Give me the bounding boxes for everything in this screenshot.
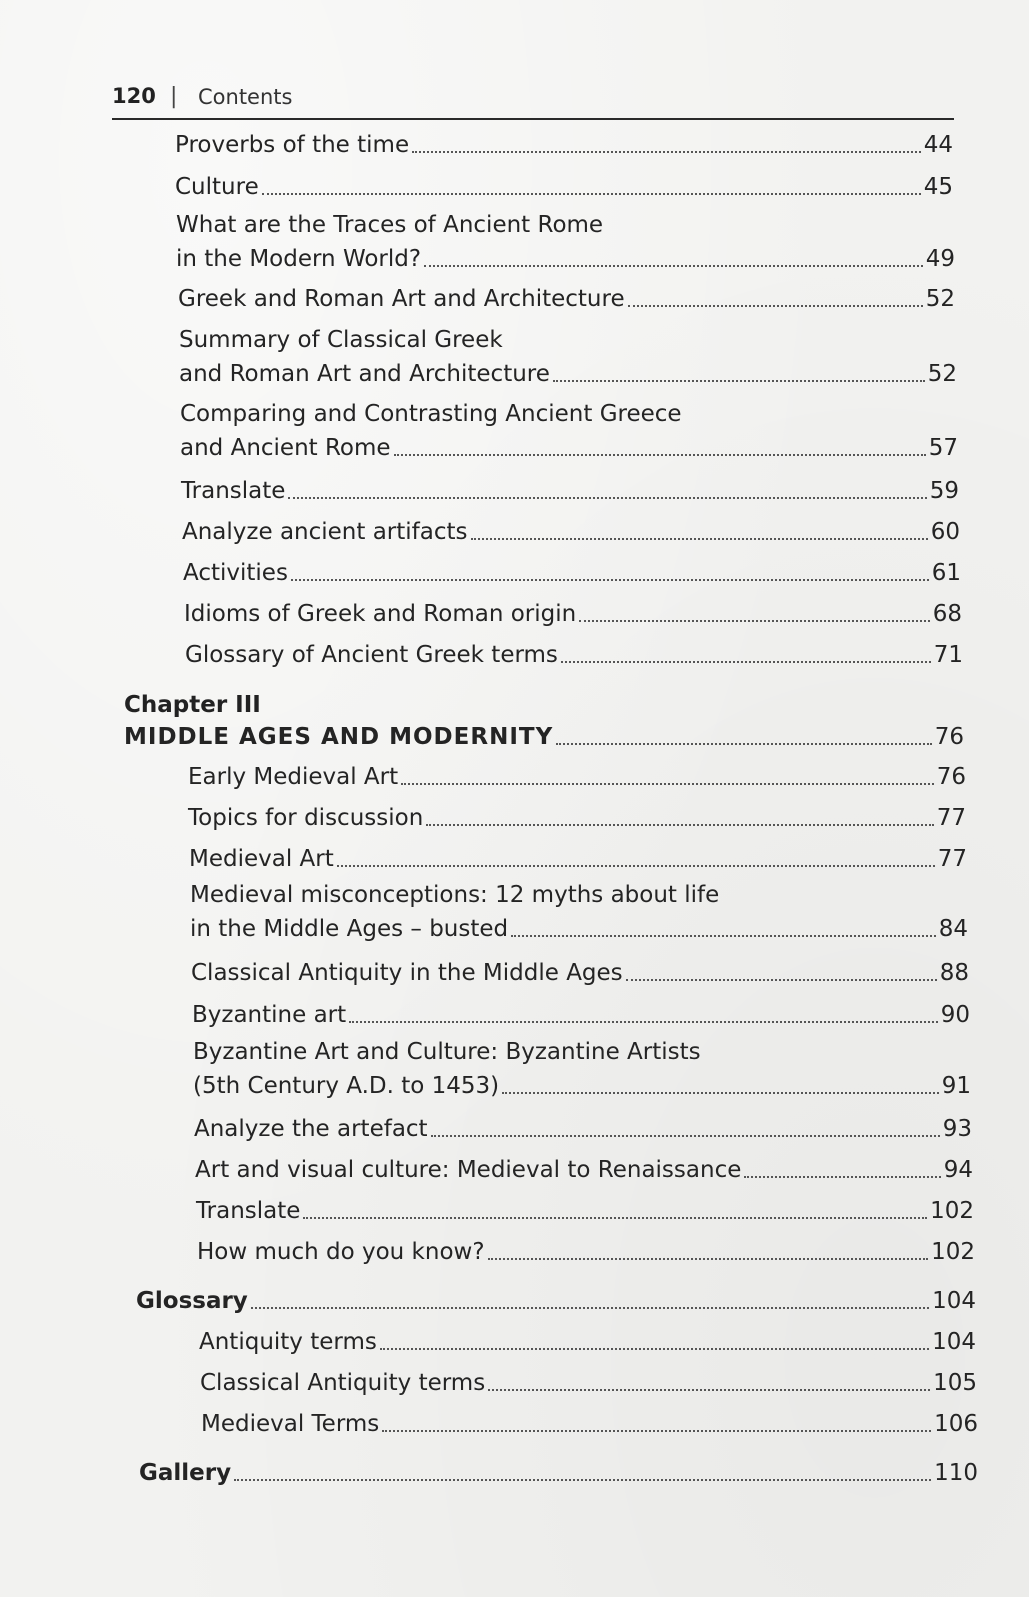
glossary-page: 104 bbox=[932, 1288, 976, 1314]
toc-entry bbox=[190, 914, 968, 944]
dot-leader bbox=[488, 1258, 929, 1260]
toc-entry[interactable] bbox=[194, 1114, 972, 1144]
gallery-heading[interactable] bbox=[139, 1458, 978, 1488]
toc-entry bbox=[193, 1071, 971, 1101]
toc-entry-title: Medieval Terms bbox=[201, 1411, 380, 1437]
chapter-page: 76 bbox=[934, 724, 964, 750]
chapter-heading[interactable] bbox=[124, 690, 964, 752]
toc-entry[interactable] bbox=[191, 958, 969, 988]
chapter-title: MIDDLE AGES AND MODERNITY bbox=[124, 724, 554, 750]
toc-entry-page: 45 bbox=[923, 174, 953, 200]
toc-entry-page: 77 bbox=[936, 805, 966, 831]
toc-entry-page: 52 bbox=[925, 286, 955, 312]
toc-entry-title-line1: Byzantine Art and Culture: Byzantine Artists bbox=[193, 1039, 701, 1065]
dot-leader bbox=[234, 1479, 931, 1481]
dot-leader bbox=[511, 935, 936, 937]
toc-entry-page: 44 bbox=[923, 132, 953, 158]
toc-entry[interactable] bbox=[175, 172, 953, 202]
toc-entry-title: Analyze ancient artifacts bbox=[182, 519, 468, 545]
toc-entry-page: 57 bbox=[928, 435, 958, 461]
toc-entry-title-line1: Comparing and Contrasting Ancient Greece bbox=[180, 401, 682, 427]
dot-leader bbox=[262, 193, 921, 195]
toc-entry-title: Activities bbox=[183, 560, 288, 586]
toc-entry-title: Glossary of Ancient Greek terms bbox=[185, 642, 558, 668]
toc-entry-title: and Ancient Rome bbox=[180, 435, 391, 461]
dot-leader bbox=[394, 454, 926, 456]
toc-entry-page: 49 bbox=[925, 246, 955, 272]
toc-entry-page: 94 bbox=[943, 1157, 973, 1183]
toc-entry bbox=[179, 359, 957, 389]
dot-leader bbox=[561, 661, 931, 663]
toc-entry bbox=[176, 244, 955, 274]
toc-entry-page: 61 bbox=[931, 560, 961, 586]
toc-entry bbox=[180, 433, 958, 463]
dot-leader bbox=[488, 1389, 930, 1391]
dot-leader bbox=[337, 865, 935, 867]
chapter-title-entry bbox=[124, 722, 964, 752]
toc-entry-page: 104 bbox=[932, 1329, 976, 1355]
toc-entry-page: 90 bbox=[940, 1002, 970, 1028]
dot-leader bbox=[349, 1021, 938, 1023]
toc-entry-title: Translate bbox=[196, 1198, 301, 1224]
dot-leader bbox=[431, 1135, 940, 1137]
toc-entry-title-line1: What are the Traces of Ancient Rome bbox=[176, 212, 604, 238]
glossary-heading[interactable] bbox=[136, 1286, 976, 1316]
dot-leader bbox=[288, 497, 926, 499]
dot-leader bbox=[579, 620, 930, 622]
toc-entry-title: Analyze the artefact bbox=[194, 1116, 428, 1142]
toc-entry-title: Medieval Art bbox=[189, 846, 334, 872]
toc-entry-title: Proverbs of the time bbox=[175, 132, 410, 158]
dot-leader bbox=[401, 783, 934, 785]
glossary-title: Glossary bbox=[136, 1288, 248, 1314]
toc-entry-title: Byzantine art bbox=[192, 1002, 347, 1028]
toc-entry-title: in the Middle Ages – busted bbox=[190, 916, 509, 942]
toc-entry-title-line1: Medieval misconceptions: 12 myths about life bbox=[190, 882, 720, 908]
toc-entry-title: Greek and Roman Art and Architecture bbox=[178, 286, 625, 312]
toc-entry[interactable] bbox=[185, 640, 963, 670]
toc-entry-multiline[interactable] bbox=[193, 1037, 971, 1101]
dot-leader bbox=[502, 1092, 939, 1094]
toc-entry-page: 59 bbox=[929, 478, 959, 504]
dot-leader bbox=[628, 305, 923, 307]
toc-entry-page: 102 bbox=[930, 1198, 974, 1224]
toc-entry-page: 77 bbox=[937, 846, 967, 872]
toc-entry-page: 93 bbox=[942, 1116, 972, 1142]
toc-entry[interactable] bbox=[175, 130, 953, 160]
toc-entry-page: 105 bbox=[933, 1370, 977, 1396]
page-number: 120 bbox=[112, 84, 156, 108]
toc-entry[interactable] bbox=[188, 803, 966, 833]
dot-leader bbox=[471, 538, 928, 540]
toc-entry-multiline[interactable] bbox=[179, 325, 957, 389]
toc-entry-page: 76 bbox=[936, 764, 966, 790]
dot-leader bbox=[291, 579, 929, 581]
toc-entry-title: Art and visual culture: Medieval to Renaissance bbox=[195, 1157, 742, 1183]
toc-entry[interactable] bbox=[184, 599, 962, 629]
toc-entry-multiline[interactable] bbox=[176, 210, 955, 274]
toc-entry-multiline[interactable] bbox=[190, 880, 968, 944]
gallery-page: 110 bbox=[934, 1460, 978, 1486]
dot-leader bbox=[303, 1217, 927, 1219]
toc-entry-title: in the Modern World? bbox=[176, 246, 422, 272]
toc-entry-title: (5th Century A.D. to 1453) bbox=[193, 1073, 500, 1099]
toc-entry[interactable] bbox=[199, 1327, 976, 1357]
dot-leader bbox=[382, 1430, 931, 1432]
chapter-label: Chapter III bbox=[124, 692, 261, 718]
toc-entry-page: 60 bbox=[930, 519, 960, 545]
toc-entry[interactable] bbox=[182, 517, 960, 547]
dot-leader bbox=[251, 1307, 929, 1309]
toc-entry-title: Early Medieval Art bbox=[188, 764, 399, 790]
toc-entry-page: 52 bbox=[927, 361, 957, 387]
toc-entry[interactable] bbox=[188, 762, 966, 792]
dot-leader bbox=[556, 743, 932, 745]
gallery-title: Gallery bbox=[139, 1460, 232, 1486]
toc-entry[interactable] bbox=[183, 558, 961, 588]
dot-leader bbox=[744, 1176, 940, 1178]
dot-leader bbox=[424, 265, 923, 267]
dot-leader bbox=[553, 380, 925, 382]
toc-entry-page: 68 bbox=[932, 601, 962, 627]
toc-entry-page: 84 bbox=[938, 916, 968, 942]
dot-leader bbox=[626, 979, 937, 981]
toc-entry-title: Classical Antiquity terms bbox=[200, 1370, 486, 1396]
toc-entry[interactable] bbox=[197, 1237, 975, 1267]
toc-entry[interactable] bbox=[192, 1000, 970, 1030]
toc-entry[interactable] bbox=[189, 844, 967, 874]
toc-entry-page: 88 bbox=[939, 960, 969, 986]
toc-entry-page: 71 bbox=[933, 642, 963, 668]
running-title: Contents bbox=[198, 85, 293, 109]
toc-entry-title: Topics for discussion bbox=[188, 805, 424, 831]
toc-entry-title-line1: Summary of Classical Greek bbox=[179, 327, 503, 353]
toc-entry-title: Idioms of Greek and Roman origin bbox=[184, 601, 577, 627]
toc-entry-page: 106 bbox=[934, 1411, 978, 1437]
toc-entry-title: How much do you know? bbox=[197, 1239, 485, 1265]
toc-entry-title: and Roman Art and Architecture bbox=[179, 361, 550, 387]
toc-entry-page: 102 bbox=[931, 1239, 975, 1265]
toc-entry[interactable] bbox=[195, 1155, 973, 1185]
toc-entry-title: Antiquity terms bbox=[199, 1329, 377, 1355]
dot-leader bbox=[412, 151, 921, 153]
toc-entry[interactable] bbox=[196, 1196, 974, 1226]
header-separator: | bbox=[170, 84, 178, 109]
toc-entry-title: Classical Antiquity in the Middle Ages bbox=[191, 960, 623, 986]
toc-entry[interactable] bbox=[178, 284, 955, 314]
toc-entry-page: 91 bbox=[941, 1073, 971, 1099]
toc-entry[interactable] bbox=[181, 476, 959, 506]
dot-leader bbox=[426, 824, 933, 826]
toc-entry[interactable] bbox=[200, 1368, 977, 1398]
toc-entry-multiline[interactable] bbox=[180, 399, 958, 463]
toc-entry-title: Translate bbox=[181, 478, 286, 504]
toc-entry[interactable] bbox=[201, 1409, 978, 1439]
toc-entry-title: Culture bbox=[175, 174, 259, 200]
dot-leader bbox=[380, 1348, 929, 1350]
